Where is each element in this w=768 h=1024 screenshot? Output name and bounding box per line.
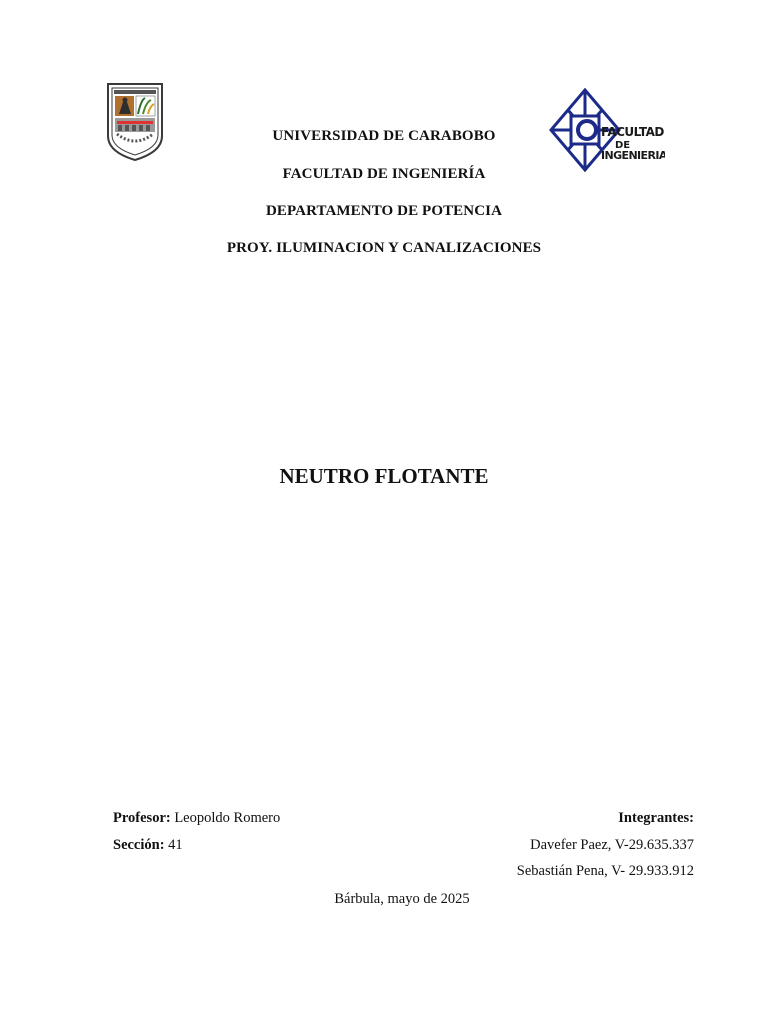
members-label [618,810,694,827]
svg-text:INGENIERIA: INGENIERIA [601,149,665,162]
section-value: 41 [164,837,183,853]
place-date: Bárbula, mayo de 2025 [334,891,470,907]
department-name: DEPARTAMENTO DE POTENCIA [265,203,503,219]
members-label-text: Integrantes: [618,810,694,826]
university-name: UNIVERSIDAD DE CARABOBO [272,128,496,144]
svg-text:FACULTAD: FACULTAD [601,125,664,139]
faculty-name: FACULTAD DE INGENIERÍA [282,166,486,182]
section-line [113,837,183,854]
member-1: Davefer Paez, V-29.635.337 [530,837,694,853]
professor-label: Profesor: [113,810,171,826]
member-2: Sebastián Pena, V- 29.933.912 [516,863,694,879]
professor-line [113,810,280,827]
course-name: PROY. ILUMINACION Y CANALIZACIONES [226,240,542,256]
professor-value: Leopoldo Romero [170,810,281,826]
university-shield-logo-icon [105,82,165,162]
svg-text:DE: DE [615,140,631,151]
document-title: NEUTRO FLOTANTE [279,464,489,488]
section-label: Sección: [113,837,165,853]
